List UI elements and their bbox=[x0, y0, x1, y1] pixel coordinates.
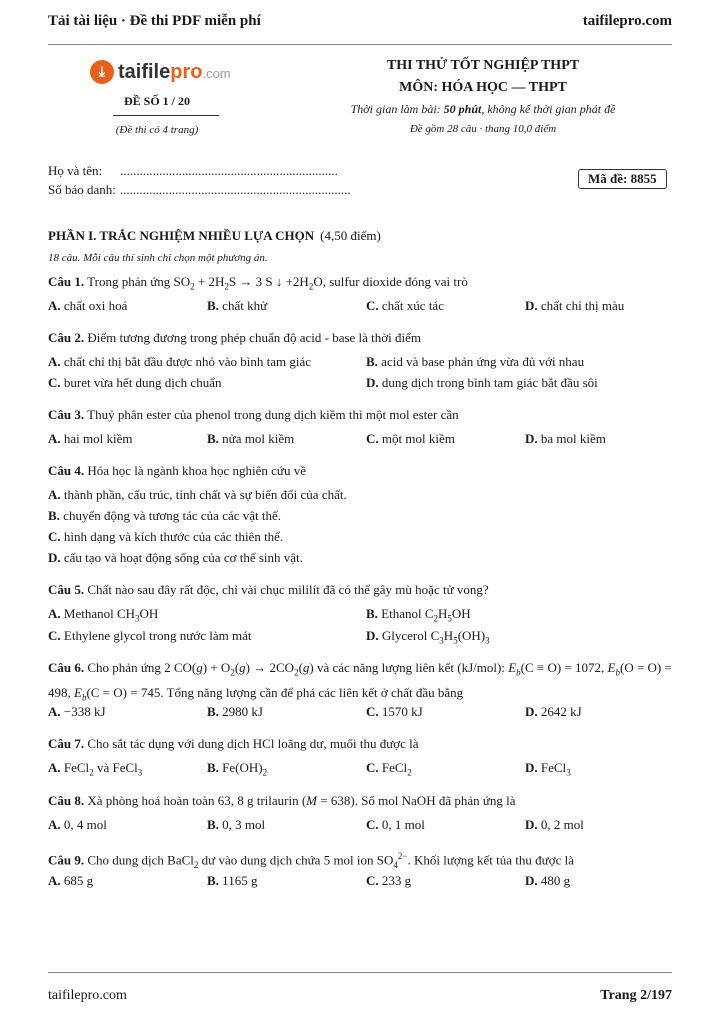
section-note: 18 câu. Mỗi câu thí sinh chỉ chọn một phương án. bbox=[48, 252, 268, 264]
q6-option-d[interactable]: D. 2642 kJ bbox=[525, 704, 582, 719]
download-icon: ⤓ bbox=[90, 60, 114, 84]
logo-wordmark: taifilepro.com bbox=[118, 60, 231, 83]
q9-option-c[interactable]: C. 233 g bbox=[366, 873, 412, 888]
q6-option-a[interactable]: A. −338 kJ bbox=[48, 704, 106, 719]
q4-option-b[interactable]: B. chuyển động và tương tác của các vật thể. bbox=[48, 508, 282, 523]
question-3: Câu 3. Thuỷ phân ester của phenol trong dung dịch kiềm thì một mol ester cần bbox=[48, 407, 459, 422]
q2-option-d[interactable]: D. dung dịch trong bình tam giác bắt đầu sôi bbox=[366, 375, 598, 390]
q5-option-b[interactable]: B. Ethanol $C_2H_5OH$ bbox=[366, 606, 471, 624]
question-1: Câu 1. Trong phản ứng $SO_2 + 2H_2S \to 3$ S ↓ $+2H_2O$, sulfur dioxide đóng vai trò bbox=[48, 274, 468, 292]
exam-number: ĐỀ SỐ 1 / 20 bbox=[123, 94, 190, 108]
name-field: Họ và tên: ................................................................... bbox=[48, 163, 338, 178]
q8-option-d[interactable]: D. 0, 2 mol bbox=[525, 817, 584, 832]
q1-option-c[interactable]: C. chất xúc tác bbox=[366, 298, 444, 313]
q8-option-a[interactable]: A. 0, 4 mol bbox=[48, 817, 107, 832]
exam-summary: Đề gồm 28 câu · thang 10,0 điểm bbox=[409, 123, 557, 135]
candidate-id-field: Số báo danh: ....................................................................... bbox=[48, 182, 351, 197]
q8-option-c[interactable]: C. 0, 1 mol bbox=[366, 817, 425, 832]
q7-option-b[interactable]: B. $Fe(OH)_2$ bbox=[207, 760, 268, 778]
q4-option-c[interactable]: C. hình dạng và kích thước của các thiên thể. bbox=[48, 529, 284, 544]
exam-code-box: Mã đề: 8855 bbox=[578, 169, 667, 189]
q4-option-d[interactable]: D. cấu tạo và hoạt động sống của cơ thể sinh vật. bbox=[48, 550, 303, 565]
question-7: Câu 7. Cho sắt tác dụng với dung dịch HCl loãng dư, muối thu được là bbox=[48, 736, 419, 751]
q6-option-c[interactable]: C. 1570 kJ bbox=[366, 704, 423, 719]
q7-option-d[interactable]: D. FeCl$_3$ bbox=[525, 760, 571, 778]
q8-option-b[interactable]: B. 0, 3 mol bbox=[207, 817, 266, 832]
question-2: Câu 2. Điểm tương đương trong phép chuẩn độ acid - base là thời điểm bbox=[48, 330, 422, 345]
q4-option-a[interactable]: A. thành phần, cấu trúc, tính chất và sự biến đổi của chất. bbox=[48, 487, 347, 502]
footer-divider bbox=[48, 972, 672, 973]
question-8: Câu 8. Xà phòng hoá hoàn toàn 63, 8 g trilaurin (M = 638). Số mol NaOH đã phản ứng là bbox=[48, 793, 516, 808]
q3-option-b[interactable]: B. nửa mol kiềm bbox=[207, 431, 295, 446]
q2-option-b[interactable]: B. acid và base phản ứng vừa đủ với nhau bbox=[366, 354, 585, 369]
q1-option-b[interactable]: B. chất khử bbox=[207, 298, 268, 313]
page-number: Trang 2/197 bbox=[600, 988, 672, 1003]
header-site-domain[interactable]: taifilepro.com bbox=[582, 13, 672, 29]
header-divider bbox=[48, 44, 672, 45]
q3-option-a[interactable]: A. hai mol kiềm bbox=[48, 431, 133, 446]
q7-option-a[interactable]: A. FeCl$_2$ và FeCl$_3$ bbox=[48, 760, 143, 778]
q5-option-d[interactable]: D. Glycerol $C_3H_5(OH)_3$ bbox=[366, 628, 490, 646]
exam-number-underline bbox=[113, 115, 219, 116]
q5-option-c[interactable]: C. Ethylene glycol trong nước làm mát bbox=[48, 628, 252, 643]
footer-site-domain[interactable]: taifilepro.com bbox=[48, 988, 127, 1003]
q9-option-d[interactable]: D. 480 g bbox=[525, 873, 571, 888]
q9-option-b[interactable]: B. 1165 g bbox=[207, 873, 258, 888]
q7-option-c[interactable]: C. FeCl$_2$ bbox=[366, 760, 412, 778]
exam-subject: MÔN: HÓA HỌC — THPT bbox=[399, 80, 567, 95]
header-site-tagline: Tải tài liệu · Đề thi PDF miễn phí bbox=[48, 13, 261, 29]
q2-option-a[interactable]: A. chất chỉ thị bắt đầu được nhỏ vào bình tam giác bbox=[48, 354, 312, 369]
page-count-note: (Đề thi có 4 trang) bbox=[115, 124, 199, 136]
q2-option-c[interactable]: C. buret vừa hết dung dịch chuẩn bbox=[48, 375, 222, 390]
q3-option-d[interactable]: D. ba mol kiềm bbox=[525, 431, 606, 446]
question-9: Câu 9. Cho dung dịch BaCl$_2$ dư vào dung dịch chứa 5 mol ion $SO_4^{2-}$. Khối lượng kết tủa thu được là bbox=[48, 851, 574, 870]
site-logo[interactable] bbox=[90, 60, 231, 84]
question-5: Câu 5. Chất nào sau đây rất độc, chỉ vài chục mililít đã có thể gây mù hoặc tử vong? bbox=[48, 582, 489, 597]
question-6: Câu 6. Cho phản ứng 2 $CO(g) + O_2(g) \to 2CO_2(g)$ và các năng lượng liên kết (kJ/mol): $E_b(C \equiv O) = 1072$, $E_b(O = O) = 498$, $E_b(C = O) = 745$. Tổng năng lượng cần để phá các liên kết ở chất đầu bằng bbox=[48, 660, 672, 703]
q6-option-b[interactable]: B. 2980 kJ bbox=[207, 704, 263, 719]
q1-option-a[interactable]: A. chất oxi hoá bbox=[48, 298, 128, 313]
q1-option-d[interactable]: D. chất chỉ thị màu bbox=[525, 298, 625, 313]
exam-time: Thời gian làm bài: 50 phút, không kể thời gian phát đề bbox=[350, 102, 616, 116]
exam-title: THI THỬ TỐT NGHIỆP THPT bbox=[386, 58, 580, 73]
q9-option-a[interactable]: A. 685 g bbox=[48, 873, 94, 888]
question-4: Câu 4. Hóa học là ngành khoa học nghiên cứu về bbox=[48, 463, 306, 478]
q5-option-a[interactable]: A. Methanol $CH_3OH$ bbox=[48, 606, 159, 624]
q3-option-c[interactable]: C. một mol kiềm bbox=[366, 431, 455, 446]
section-title: PHẦN I. TRẮC NGHIỆM NHIỀU LỰA CHỌN (4,50 điểm) bbox=[48, 228, 381, 243]
